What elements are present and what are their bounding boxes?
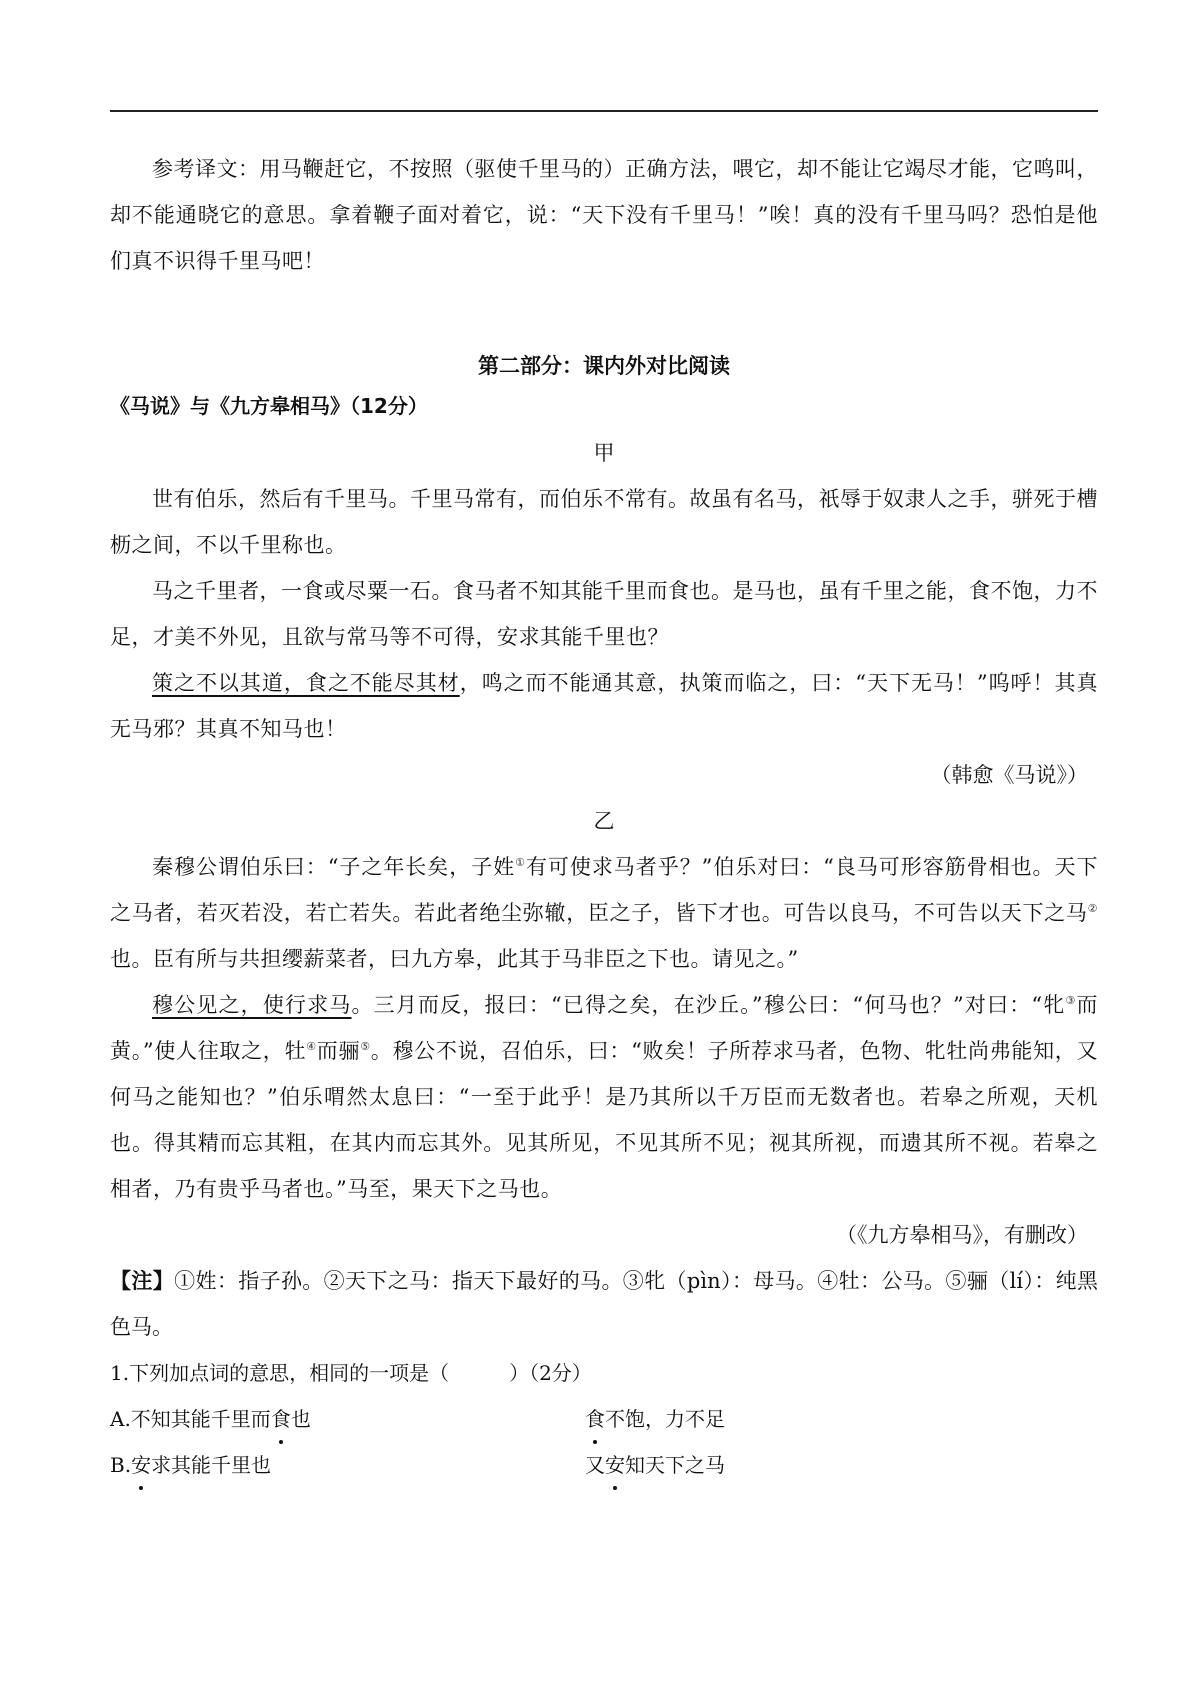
footnote-marker: ③ — [1065, 994, 1077, 1007]
passage-a-paragraph-1: 世有伯乐，然后有千里马。千里马常有，而伯乐不常有。故虽有名马，祇辱于奴隶人之手，骈死于槽枥之间，不以千里称也。 — [110, 487, 1098, 557]
option-a-right — [585, 1396, 1098, 1442]
passage-b-text: 秦穆公谓伯乐曰：“子之年长矣，子姓 — [152, 855, 516, 879]
notes-label: 【注】 — [110, 1268, 175, 1293]
footnote-marker: ② — [1087, 902, 1098, 915]
passage-b-text: 。穆公不说，召伯乐，曰：“败矣！子所荐求马者，色物、牝牡尚弗能知，又何马之能知也？”伯乐喟然太息曰：“一至于此乎！是乃其所以千万臣而无数者也。若皋之所观，天机也。得其精而忘其粗，在其内而忘其外。见其所见，不见其所不见；视其所视，而遗其所不视。若皋之相者，乃有贵乎马者也。”马至，果天下之马也。 — [110, 1039, 1098, 1201]
passage-b-paragraph-2 — [110, 982, 1098, 1212]
option-text: 求其能千里也 — [151, 1453, 272, 1477]
passage-a-label: 甲 — [593, 441, 615, 465]
passage-b-text: 而黄。”使人往取之，牡 — [110, 993, 1098, 1063]
passage-a-paragraph-3 — [110, 660, 1098, 752]
passage-b-paragraph-1 — [110, 844, 1098, 982]
document-body — [110, 146, 1098, 1488]
question-1-option-a — [110, 1396, 1098, 1442]
option-b-right — [585, 1442, 1098, 1488]
dotted-word: 食 — [271, 1396, 291, 1442]
passage-b-text: 。三月而反，报曰：“已得之矣，在沙丘。”穆公曰：“何马也？”对曰：“牝 — [351, 993, 1066, 1017]
passage-b-source: （《九方皋相马》，有删改） — [836, 1223, 1088, 1247]
dotted-word: 安 — [131, 1442, 151, 1488]
dotted-word: 安 — [605, 1442, 625, 1488]
spacer — [110, 284, 1098, 346]
passage-a-paragraph-2: 马之千里者，一食或尽粟一石。食马者不知其能千里而食也。是马也，虽有千里之能，食不饱，力不足，才美不外见，且欲与常马等不可得，安求其能千里也？ — [110, 579, 1098, 649]
notes-text: ①姓：指子孙。②天下之马：指天下最好的马。③牝（pìn）：母马。④牡：公马。⑤骊（lí）：纯黑色马。 — [110, 1269, 1098, 1339]
section-subtitle: 《马说》与《九方皋相马》（12分） — [110, 394, 428, 418]
option-text: B. — [110, 1453, 132, 1477]
passage-a-source: （韩愈《马说》） — [930, 763, 1088, 787]
section-title: 第二部分：课内外对比阅读 — [478, 354, 730, 378]
notes — [110, 1258, 1098, 1350]
footnote-marker: ④ — [306, 1040, 317, 1053]
footnote-marker: ① — [515, 856, 526, 869]
option-text: 也 — [290, 1407, 311, 1431]
passage-b-text: 也。臣有所与共担缨薪菜者，曰九方皋，此其于马非臣之下也。请见之。” — [110, 947, 799, 971]
option-b-left — [110, 1442, 585, 1488]
reference-translation: 参考译文：用马鞭赶它，不按照（驱使千里马的）正确方法，喂它，却不能让它竭尽才能，它鸣叫，却不能通晓它的意思。拿着鞭子面对着它，说：“天下没有千里马！”唉！真的没有千里马吗？恐怕是他们真不识得千里马吧！ — [110, 157, 1098, 273]
option-text: A.不知其能千里而 — [110, 1407, 271, 1431]
header-rule — [110, 110, 1098, 112]
question-1-option-b — [110, 1442, 1098, 1488]
passage-b-text: 而骊 — [316, 1039, 361, 1063]
passage-a-paragraph-3-text: ，鸣之而不能通其意，执策而临之，曰：“天下无马！”呜呼！其真无马邪？其真不知马也！ — [110, 671, 1098, 741]
question-1-stem: 1.下列加点词的意思，相同的一项是（ ）（2分） — [110, 1361, 592, 1385]
passage-b-label: 乙 — [593, 809, 615, 833]
option-text: 不饱，力不足 — [605, 1407, 725, 1431]
underlined-sentence: 策之不以其道，食之不能尽其材 — [152, 671, 460, 695]
dotted-word: 食 — [585, 1396, 605, 1442]
underlined-sentence: 穆公见之，使行求马 — [152, 993, 352, 1017]
option-text: 又 — [585, 1453, 605, 1477]
passage-b-text: 有可使求马者乎？”伯乐对曰：“良马可形容筋骨相也。天下之马者，若灭若没，若亡若失。若此者绝尘弥辙，臣之子，皆下才也。可告以良马，不可告以天下之马 — [110, 855, 1098, 925]
option-text: 知天下之马 — [625, 1453, 725, 1477]
footnote-marker: ⑤ — [360, 1040, 371, 1053]
option-a-left — [110, 1396, 585, 1442]
